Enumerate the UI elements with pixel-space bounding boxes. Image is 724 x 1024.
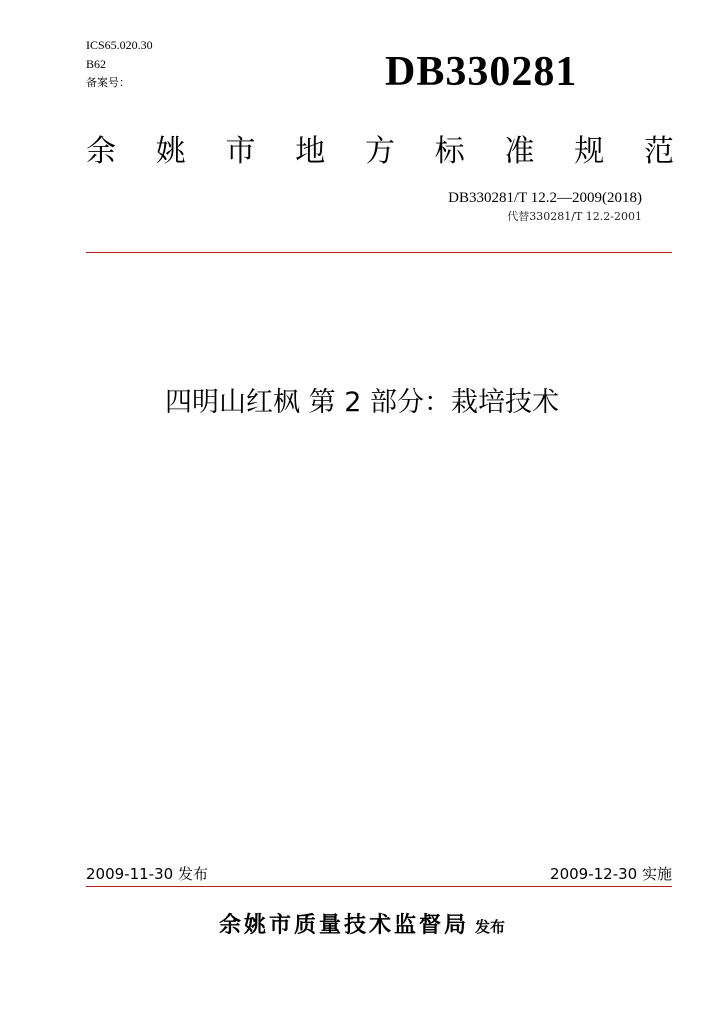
issuer-name: 余姚市质量技术监督局 — [218, 913, 469, 938]
series-title-char: 规 — [574, 134, 605, 169]
standard-number: DB330281/T 12.2—2009(2018) — [448, 190, 642, 206]
ccs-code: B62 — [86, 57, 107, 71]
record-number-label: 备案号： — [86, 76, 130, 89]
top-divider — [86, 252, 672, 253]
series-title-char: 标 — [434, 134, 465, 169]
bottom-divider — [86, 886, 672, 887]
series-title-char: 地 — [295, 134, 326, 169]
series-title-char: 方 — [365, 134, 395, 169]
issuer-suffix: 发布 — [475, 918, 506, 936]
series-title-char: 余 — [86, 134, 116, 169]
series-title-char: 姚 — [155, 134, 186, 169]
series-title-char: 范 — [644, 134, 674, 169]
series-title — [86, 134, 674, 170]
release-date: 2009-11-30 发布 — [86, 865, 208, 883]
replaces-note: 代替330281/T 12.2-2001 — [507, 210, 642, 223]
series-title-char: 市 — [225, 134, 256, 169]
series-title-char: 准 — [504, 134, 535, 169]
ics-code: ICS65.020.30 — [86, 38, 153, 52]
implementation-date: 2009-12-30 实施 — [550, 865, 672, 883]
issuer-row — [0, 910, 724, 943]
standard-code: DB330281 — [385, 49, 578, 95]
document-title: 四明山红枫 第 2 部分：栽培技术 — [165, 387, 559, 418]
